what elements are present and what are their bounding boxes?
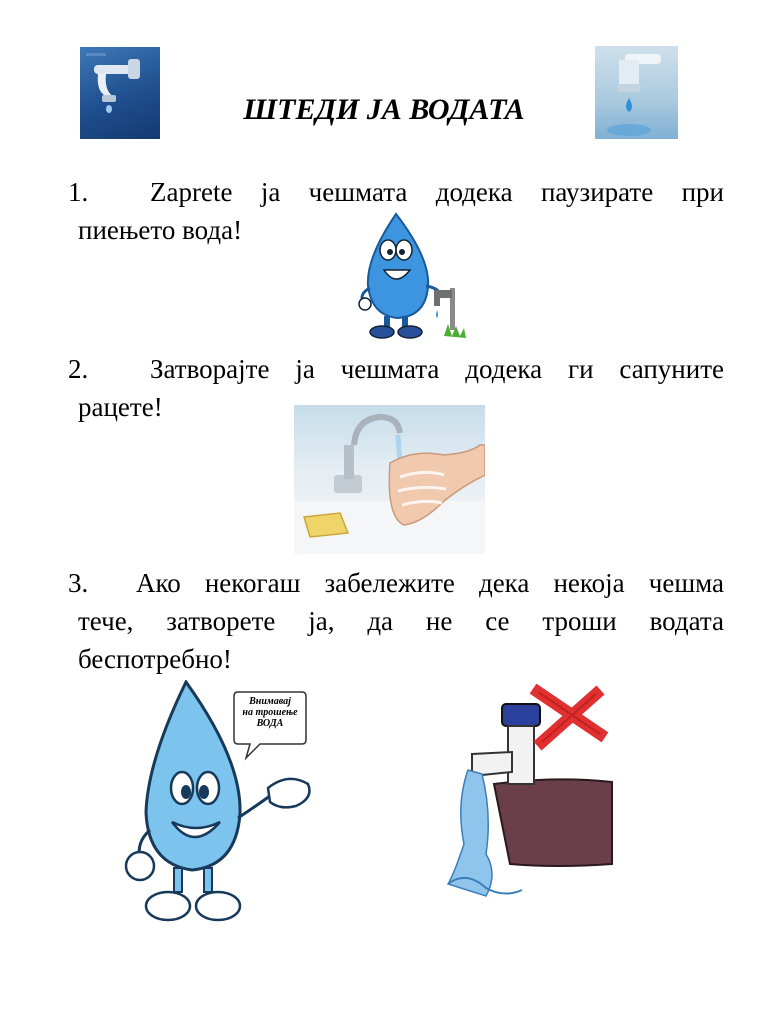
tip-3-number: 3.: [68, 568, 89, 598]
tip-3-line2: тече, затворете ја, да не се троши водата: [78, 606, 724, 636]
speech-bubble: [232, 688, 308, 768]
bubble-line-1: Внимавај: [249, 696, 291, 707]
washing-hands-photo: [294, 405, 485, 554]
bubble-line-2: [236, 707, 304, 718]
tip-1-text-first: Zaprete ја чешмата додека паузирате при: [150, 177, 724, 207]
tip-3-line3: беспотребно!: [78, 644, 232, 674]
page-title: ШТЕДИ ЈА ВОДАТА: [243, 93, 525, 126]
tip-2-line2: рацете!: [78, 392, 163, 422]
tip-2-text-first: Затворајте ја чешмата додека ги сапуните: [150, 354, 724, 384]
tip-1-line2: пиењето вода!: [78, 215, 243, 245]
bubble-line-3: ВОДА: [256, 718, 284, 729]
tip-3-text-first: Ако некогаш забележите дека некоја чешма: [136, 568, 724, 598]
tip-1-line1: [68, 173, 724, 211]
bubble-word-2: на: [242, 707, 253, 718]
water-drop-cartoon-faucet: [356, 208, 474, 344]
bubble-word-3: трошење: [255, 707, 298, 718]
running-tap-crossed-illustration: [446, 684, 616, 904]
tip-2-line1: [68, 350, 724, 388]
tip-1-number: 1.: [68, 177, 89, 207]
tip-2-number: 2.: [68, 354, 89, 384]
tip-3-line1: [68, 564, 724, 602]
tip-item-3: [68, 564, 724, 678]
